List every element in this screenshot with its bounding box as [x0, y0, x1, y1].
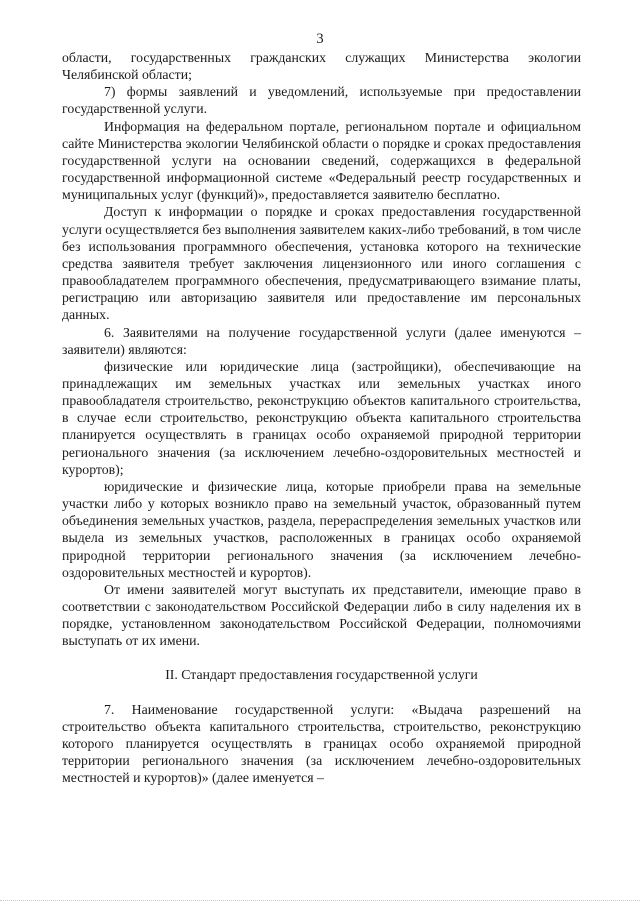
section-heading: II. Стандарт предоставления государственной услуги — [165, 667, 478, 683]
paragraph-applicants-land-rights: юридические и физические лица, которые приобрели права на земельные участки либо у которых возникло право на земельный участок, образованный путем объединения земельных участков, раздела, перераспределения земельных участков или выдела из земельных участков, расположенных в границах особо охраняемой природной территории регионального значения (за исключением лечебно-оздоровительных местностей и курортов). — [62, 478, 581, 580]
page-number: 3 — [316, 31, 324, 47]
document-body — [62, 49, 581, 786]
paragraph-portal-information: Информация на федеральном портале, региональном портале и официальном сайте Министерства экологии Челябинской области о порядке и сроках предоставления государственной услуги на основании сведений, содержащихся в федеральной государственной информационной системе «Федеральный реестр государственных и муниципальных услуг (функций)», предоставляется заявителю бесплатно. — [62, 118, 581, 203]
page-bottom-edge — [0, 900, 640, 901]
paragraph-item-7-forms: 7) формы заявлений и уведомлений, используемые при предоставлении государственной услуги. — [62, 84, 581, 117]
paragraph-service-name: 7. Наименование государственной услуги: «Выдача разрешений на строительство объекта капитального строительства, строительство, реконструкцию которого планируется осуществлять в границах особо охраняемой природной территории регионального значения (за исключением лечебно-оздоровительных местностей и курортов)» (далее именуется – — [62, 701, 581, 786]
paragraph-continuation: области, государственных гражданских служащих Министерства экологии Челябинской области; — [62, 50, 581, 83]
paragraph-applicants: 6. Заявителями на получение государственной услуги (далее именуются – заявители) являются: — [62, 324, 581, 357]
paragraph-access-information: Доступ к информации о порядке и сроках предоставления государственной услуги осуществляется без выполнения заявителем каких-либо требований, в том числе без использования программного обеспечения, установка которого на технические средства заявителя требует заключения лицензионного или иного соглашения с правообладателем программного обеспечения, предусматривающего взимание платы, регистрацию или авторизацию заявителя или предоставление им персональных данных. — [62, 204, 582, 323]
paragraph-representatives: От имени заявителей могут выступать их представители, имеющие право в соответствии с законодательством Российской Федерации либо в силу наделения их в порядке, установленном законодательством Российской Федерации, полномочиями выступать от их имени. — [62, 581, 581, 649]
paragraph-applicants-developers: физические или юридические лица (застройщики), обеспечивающие на принадлежащих им земельных участках или земельных участках иного правообладателя строительство, реконструкцию объектов капитального строительства, в случае если строительство, реконструкцию объекта капитального строительства планируется осуществлять в границах особо охраняемой природной территории регионального значения (за исключением лечебно-оздоровительных местностей и курортов); — [62, 358, 581, 477]
